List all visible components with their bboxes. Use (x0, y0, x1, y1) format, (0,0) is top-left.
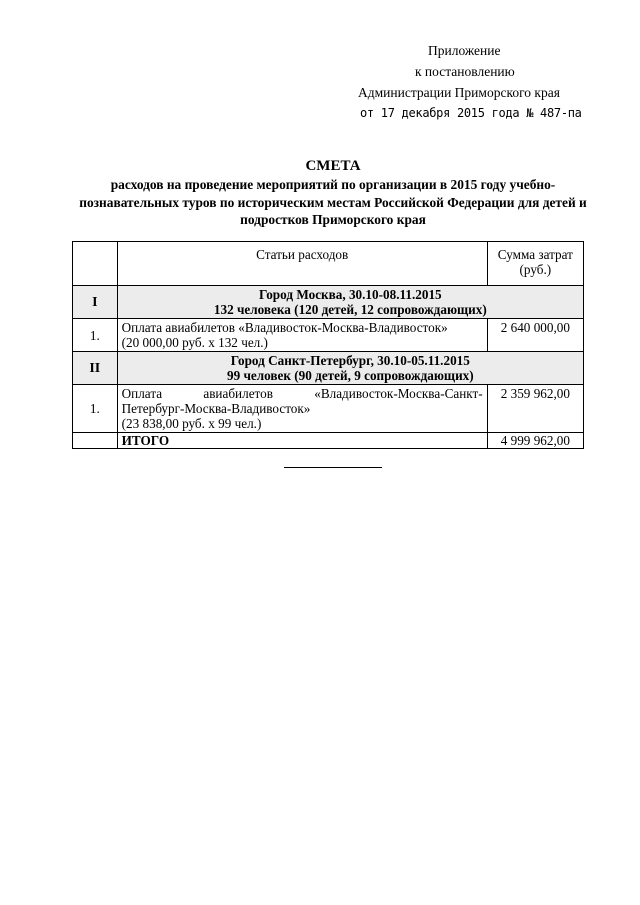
group-row-moscow (73, 286, 584, 319)
document-heading: СМЕТА (305, 158, 361, 174)
appendix-decree-ref: к постановлению (415, 64, 515, 79)
row-number: 1. (73, 385, 118, 433)
row-item-line2: (20 000,00 руб. х 132 чел.) (121, 335, 268, 350)
group-title-line1: Город Санкт-Петербург, 30.10-05.11.2015 (230, 353, 470, 368)
row-item-line3: (23 838,00 руб. х 99 чел.) (121, 416, 262, 431)
total-number-cell (73, 433, 118, 449)
closing-divider (284, 467, 382, 468)
header-number-cell (73, 242, 118, 286)
row-item-line1: Оплата авиабилетов «Владивосток-Москва-Владивосток» (121, 320, 448, 335)
document-title-block (70, 157, 596, 229)
group-row-spb (73, 352, 584, 385)
table-row (73, 319, 584, 352)
table-row (73, 385, 584, 433)
appendix-date-number: от 17 декабря 2015 года № 487-па (360, 106, 582, 120)
row-number: 1. (73, 319, 118, 352)
row-item (117, 319, 487, 352)
document-subtitle: расходов на проведение мероприятий по организации в 2015 году учебно-познавательных туров по историческим местам Российской Федерации для детей и подростков Приморского края (79, 177, 587, 227)
appendix-label: Приложение (428, 43, 501, 58)
group-number: II (73, 352, 118, 385)
appendix-block (330, 40, 590, 124)
header-sum-cell: Сумма затрат (руб.) (487, 242, 583, 286)
group-title-line2: 132 человека (120 детей, 12 сопровождающих) (213, 302, 487, 317)
row-item-line1: Оплата авиабилетов «Владивосток-Москва-Санкт- (121, 386, 483, 401)
group-title-line2: 99 человек (90 детей, 9 сопровождающих) (226, 368, 474, 383)
row-item-line2: Петербург-Москва-Владивосток» (121, 401, 311, 416)
group-title (117, 352, 583, 385)
total-sum: 4 999 962,00 (487, 433, 583, 449)
header-item-cell: Статьи расходов (117, 242, 487, 286)
row-sum: 2 640 000,00 (487, 319, 583, 352)
total-label: ИТОГО (117, 433, 487, 449)
table-header-row (73, 242, 584, 286)
row-sum: 2 359 962,00 (487, 385, 583, 433)
group-title (117, 286, 583, 319)
row-item (117, 385, 487, 433)
group-title-line1: Город Москва, 30.10-08.11.2015 (258, 287, 442, 302)
total-row (73, 433, 584, 449)
budget-table (72, 241, 584, 449)
group-number: I (73, 286, 118, 319)
appendix-authority: Администрации Приморского края (358, 85, 560, 100)
